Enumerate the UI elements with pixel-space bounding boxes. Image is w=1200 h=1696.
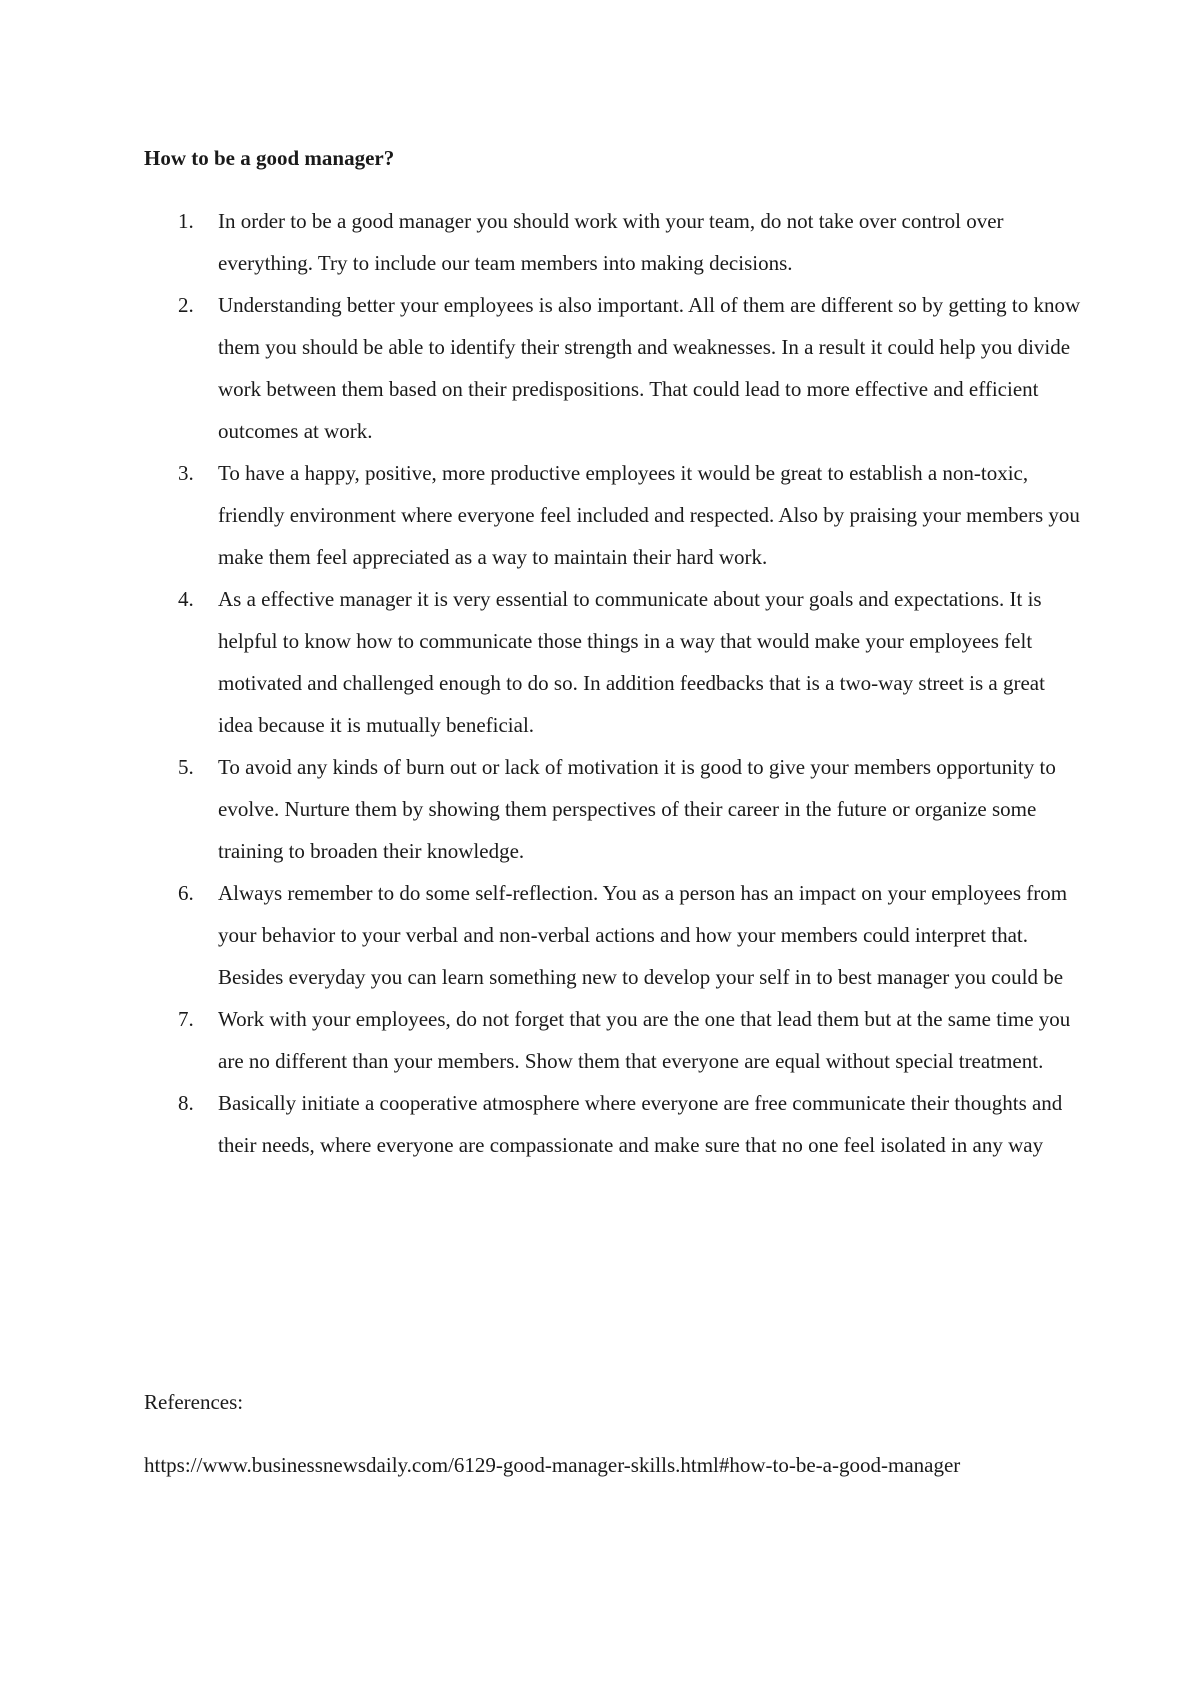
- list-item: [144, 578, 1084, 746]
- list-item-text: Always remember to do some self-reflection. You as a person has an impact on your employees from your behavior to your verbal and non-verbal actions and how your members could interpret that. Besides everyday you can learn something new to develop your self in to best manager you could be: [218, 881, 1068, 989]
- list-item-text: Understanding better your employees is also important. All of them are different so by getting to know them you should be able to identify their strength and weaknesses. In a result it could help you divide work between them based on their predispositions. That could lead to more effective and efficient outcomes at work.: [218, 293, 1081, 443]
- list-item-number: 1.: [178, 209, 194, 233]
- list-item-number: 8.: [178, 1091, 194, 1115]
- list-item-number: 3.: [178, 461, 194, 485]
- list-item-text: In order to be a good manager you should work with your team, do not take over control over everything. Try to include our team members into making decisions.: [218, 209, 1004, 275]
- list-item: [144, 284, 1084, 452]
- list-item: [144, 746, 1084, 872]
- list-item-number: 6.: [178, 881, 194, 905]
- list-item-number: 2.: [178, 293, 194, 317]
- list-item-number: 7.: [178, 1007, 194, 1031]
- list-item-text: Basically initiate a cooperative atmosphere where everyone are free communicate their thoughts and their needs, where everyone are compassionate and make sure that no one feel isolated in any way: [218, 1091, 1063, 1157]
- list-item-text: As a effective manager it is very essential to communicate about your goals and expectations. It is helpful to know how to communicate those things in a way that would make your employees felt motivated and challenged enough to do so. In addition feedbacks that is a two-way street is a great idea because it is mutually beneficial.: [218, 587, 1045, 737]
- list-item: [144, 452, 1084, 578]
- list-item-text: Work with your employees, do not forget that you are the one that lead them but at the same time you are no different than your members. Show them that everyone are equal without special treatment.: [218, 1007, 1071, 1073]
- list-item-text: To have a happy, positive, more productive employees it would be great to establish a non-toxic, friendly environment where everyone feel included and respected. Also by praising your members you make them feel appreciated as a way to maintain their hard work.: [218, 461, 1080, 569]
- list-item: [144, 872, 1084, 998]
- document-title: How to be a good manager?: [144, 146, 395, 170]
- numbered-list: [144, 200, 1084, 1166]
- list-item-number: 4.: [178, 587, 194, 611]
- list-item-number: 5.: [178, 755, 194, 779]
- list-item: [144, 200, 1084, 284]
- reference-url: https://www.businessnewsdaily.com/6129-good-manager-skills.html#how-to-be-a-good-manager: [144, 1453, 961, 1477]
- references-heading: References:: [144, 1390, 244, 1414]
- list-item: [144, 998, 1084, 1082]
- list-item: [144, 1082, 1084, 1166]
- list-item-text: To avoid any kinds of burn out or lack of motivation it is good to give your members opportunity to evolve. Nurture them by showing them perspectives of their career in the future or organize some training to broaden their knowledge.: [218, 755, 1056, 863]
